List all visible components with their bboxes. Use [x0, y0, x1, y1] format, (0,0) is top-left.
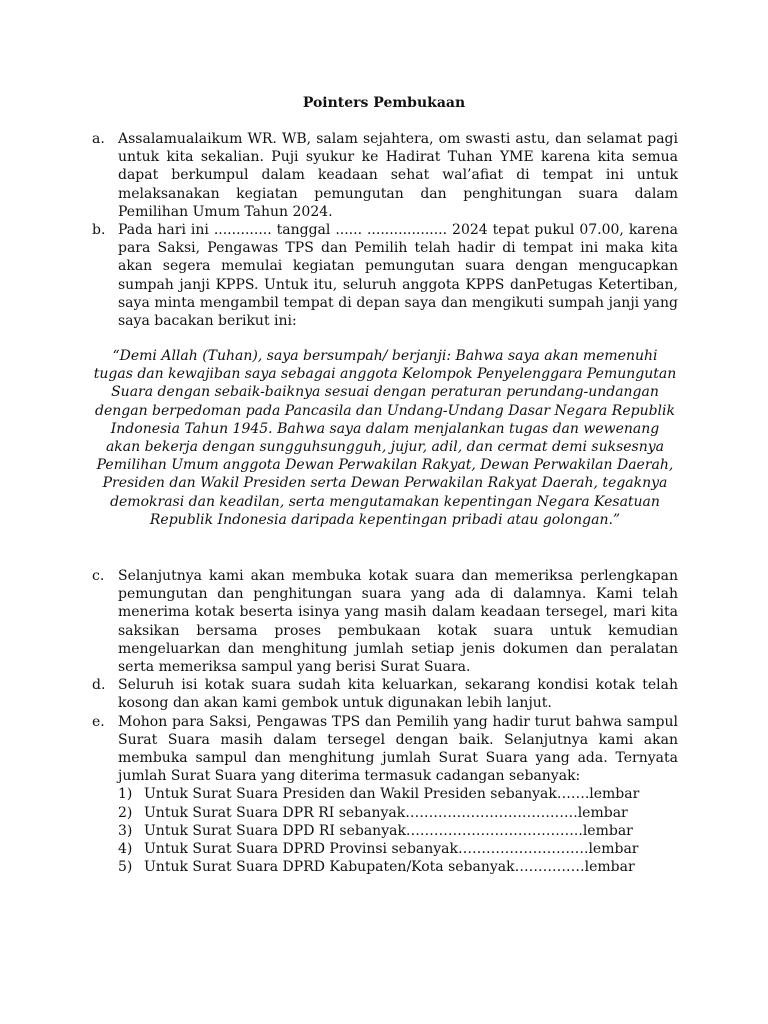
subitem-text: Untuk Surat Suara DPD RI sebanyak………………………………..lembar [144, 822, 633, 839]
ballot-count-item [118, 822, 678, 840]
list-item-text: Selanjutnya kami akan membuka kotak suara dan memeriksa perlengkapan pemungutan dan penghitungan suara yang ada di dalamnya. Kami telah menerima kotak beserta isinya yang masih dalam keadaan tersegel, mari kita saksikan bersama proses pembukaan kotak suara untuk kemudian mengeluarkan dan menghitung jumlah setiap jenis dokumen dan peralatan serta memeriksa sampul yang berisi Surat Suara. [118, 568, 678, 676]
ballot-count-item [118, 858, 678, 876]
subitem-number: 2) [118, 804, 133, 821]
list-item-text: Mohon para Saksi, Pengawas TPS dan Pemilih yang hadir turut bahwa sampul Surat Suara masih dalam tersegel dengan baik. Selanjutnya kami akan membuka sampul dan menghitung jumlah Surat Suara yang ada. Ternyata jumlah Surat Suara yang diterima termasuk cadangan sebanyak: [118, 713, 678, 785]
subitem-text: Untuk Surat Suara DPRD Provinsi sebanyak……………………….lembar [144, 841, 639, 858]
list-item-text: Seluruh isi kotak suara sudah kita keluarkan, sekarang kondisi kotak telah kosong dan akan kami gembok untuk digunakan lebih lanjut. [118, 677, 678, 712]
ballot-count-item [118, 804, 678, 822]
list-marker: e. [92, 713, 105, 730]
page-title: Pointers Pembukaan [302, 95, 466, 111]
list-item-e [92, 713, 678, 877]
subitem-text: Untuk Surat Suara Presiden dan Wakil Presiden sebanyak…….lembar [144, 786, 640, 803]
list-item-text: Assalamualaikum WR. WB, salam sejahtera, om swasti astu, dan selamat pagi untuk kita sekalian. Puji syukur ke Hadirat Tuhan YME karena kita semua dapat berkumpul dalam keadaan sehat wal’afiat di tempat ini untuk melaksanakan kegiatan pemungutan dan penghitungan suara dalam Pemilihan Umum Tahun 2024. [118, 131, 678, 220]
list-marker: b. [92, 222, 106, 239]
subitem-text: Untuk Surat Suara DPR RI sebanyak……………………………….lembar [144, 804, 628, 821]
list-marker: a. [92, 131, 105, 147]
subitem-number: 3) [118, 822, 133, 839]
list-item-text: Pada hari ini ............. tanggal ...... .................. 2024 tepat pukul 07.00, karena para Saksi, Pengawas TPS dan Pemilih telah hadir di tempat ini maka kita akan segera memulai kegiatan pemungutan suara dengan mengucapkan sumpah janji KPPS. Untuk itu, seluruh anggota KPPS danPetugas Ketertiban, saya minta mengambil tempat di depan saya dan mengikuti sumpah janji yang saya bacakan berikut ini: [118, 222, 678, 330]
ballot-count-item [118, 785, 678, 803]
ballot-count-list [118, 785, 678, 876]
subitem-number: 5) [118, 859, 133, 876]
oath-quote: “Demi Allah (Tuhan), saya bersumpah/ berjanji: Bahwa saya akan memenuhi tugas dan kewajiban saya sebagai anggota Kelompok Penyelenggara Pemungutan Suara dengan sebaik-baiknya sesuai dengan peraturan perundang-undangan dengan berpedoman pada Pancasila dan Undang-Undang Dasar Negara Republik Indonesia Tahun 1945. Bahwa saya dalam menjalankan tugas dan wewenang akan bekerja dengan sungguhsungguh, jujur, adil, dan cermat demi suksesnya Pemilihan Umum anggota Dewan Perwakilan Rakyat, Dewan Perwakilan Daerah, Presiden dan Wakil Presiden serta Dewan Perwakilan Rakyat Daerah, tegaknya demokrasi dan keadilan, serta mengutamakan kepentingan Negara Kesatuan Republik Indonesia daripada kepentingan pribadi atau golongan.” [93, 348, 677, 528]
list-marker: c. [92, 568, 105, 584]
list-marker: d. [92, 677, 106, 694]
list-item-c [92, 567, 678, 676]
list-item-d [92, 676, 678, 712]
opening-list-top [92, 130, 678, 330]
list-item-b [92, 221, 678, 330]
ballot-count-item [118, 840, 678, 858]
subitem-number: 1) [118, 786, 133, 803]
subitem-text: Untuk Surat Suara DPRD Kabupaten/Kota sebanyak……………lembar [144, 859, 635, 876]
subitem-number: 4) [118, 841, 133, 858]
opening-list-bottom [92, 567, 678, 876]
list-item-a [92, 130, 678, 221]
